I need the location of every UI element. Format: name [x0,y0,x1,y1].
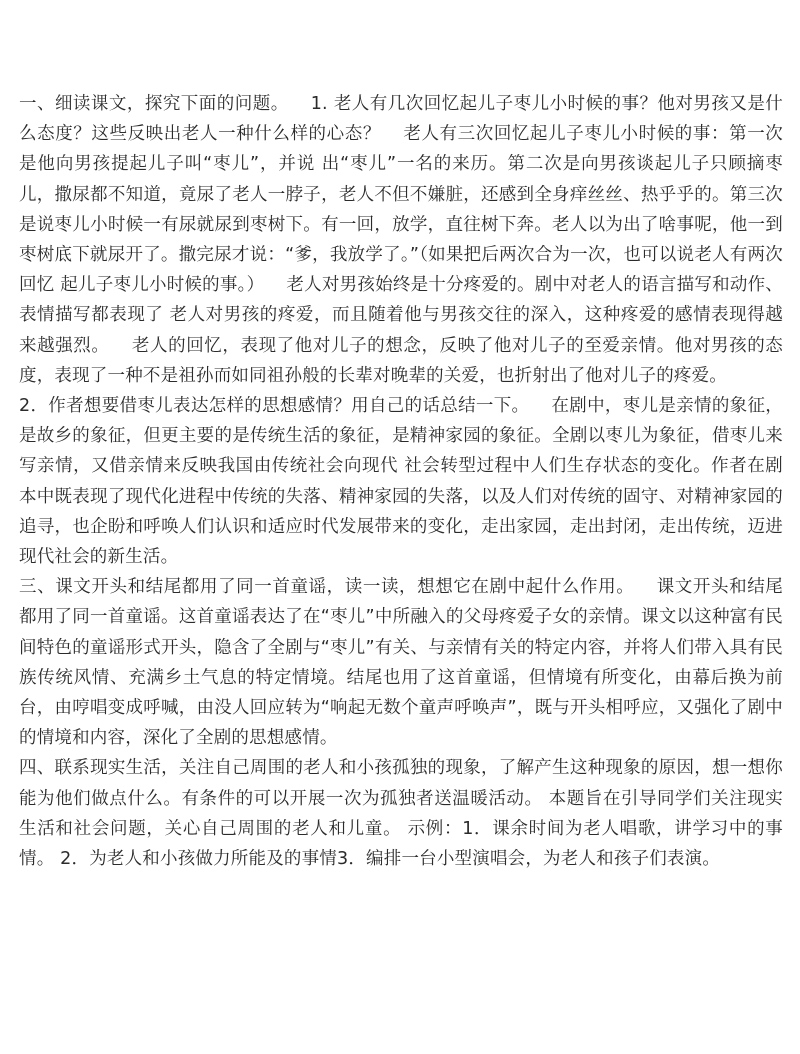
question-1: 1. 老人有几次回忆起儿子枣儿小时候的事？他对男孩又是什么态度？这些反映出老人一种什么样的心态？ [19,94,784,145]
paragraph-question-2 [19,391,783,572]
paragraph-part-four [19,753,783,874]
section-heading-three: 三、课文开头和结尾都用了同一首童谣，读一读，想想它在剧中起什么作用。 [19,577,635,598]
answer-4-intro: 本题旨在引导同学们关注现实生活和社会问题，关心自己周围的老人和儿童。 [19,788,783,839]
answer-4-example-2-3: 2．为老人和小孩做力所能及的事情3．编排一台小型演唱会，为老人和孩子们表演。 [60,849,721,870]
answer-3: 课文开头和结尾都用了同一首童谣。这首童谣表达了在“枣儿”中所融入的父母疼爱子女的亲情。课文以这种富有民间特色的童谣形式开头，隐含了全剧与“枣儿”有关、与亲情有关的特定内容，并将人们带入具有民族传统风情、充满乡土气息的特定情境。结尾也用了这首童谣，但情境有所变化，由幕后换为前台，由哼唱变成呼喊，由没人回应转为“响起无数个童声呼唤声”，既与开头相呼应，又强化了剧中的情境和内容，深化了全剧的思想感情。 [19,577,783,749]
answer-1-recollections: 老人有三次回忆起儿子枣儿小时候的事：第一次是他向男孩提起儿子叫“枣儿”，并说 出“枣儿”一名的来历。第二次是向男孩谈起儿子只顾摘枣儿，撒尿都不知道，竟尿了老人一脖子，老人不但不嫌脏，还感到全身痒丝丝、热乎乎的。第三次是说枣儿小时候一有尿就尿到枣树下。有一回，放学，直往树下奔。老人以为出了啥事呢，他一到枣树底下就尿开了。撒完尿才说：“爹，我放学了。”（如果把后两次合为一次，也可以说老人有两次回忆 起儿子枣儿小时候的事。） [19,124,783,296]
question-2: 2．作者想要借枣儿表达怎样的思想感情？用自己的话总结一下。 [19,396,530,417]
section-heading-one: 一、细读课文，探究下面的问题。 [19,94,289,114]
answer-1-attitude: 老人对男孩始终是十分疼爱的。剧中对老人的语言描写和动作、表情描写都表现了 老人对男孩的疼爱，而且随着他与男孩交往的深入，这种疼爱的感情表现得越来越强烈。 [19,275,784,356]
answer-text-body [19,89,783,874]
section-heading-four: 四、联系现实生活，关注自己周围的老人和小孩孤独的现象，了解产生这种现象的原因，想一想你能为他们做点什么。有条件的可以开展一次为孤独者送温暖活动。 [19,758,783,809]
answer-1-mindset: 老人的回忆，表现了他对儿子的想念，反映了他对儿子的至爱亲情。他对男孩的态度，表现了一种不是祖孙而如同祖孙般的长辈对晚辈的关爱，也折射出了他对儿子的疼爱。 [19,335,784,386]
paragraph-part-one [19,89,783,391]
answer-2: 在剧中，枣儿是亲情的象征，是故乡的象征，但更主要的是传统生活的象征，是精神家园的象征。全剧以枣儿为象征，借枣儿来写亲情，又借亲情来反映我国由传统社会向现代 社会转型过程中人们生存状态的变化。作者在剧本中既表现了现代化进程中传统的失落、精神家园的失落，以及人们对传统的固守、对精神家园的追寻，也企盼和呼唤人们认识和适应时代发展带来的变化，走出家园，走出封闭，走出传统，迈进现代社会的新生活。 [19,396,783,568]
answer-4-example-1: 示例：1．课余时间为老人唱歌，讲学习中的事情。 [19,818,784,870]
paragraph-part-three [19,572,783,753]
